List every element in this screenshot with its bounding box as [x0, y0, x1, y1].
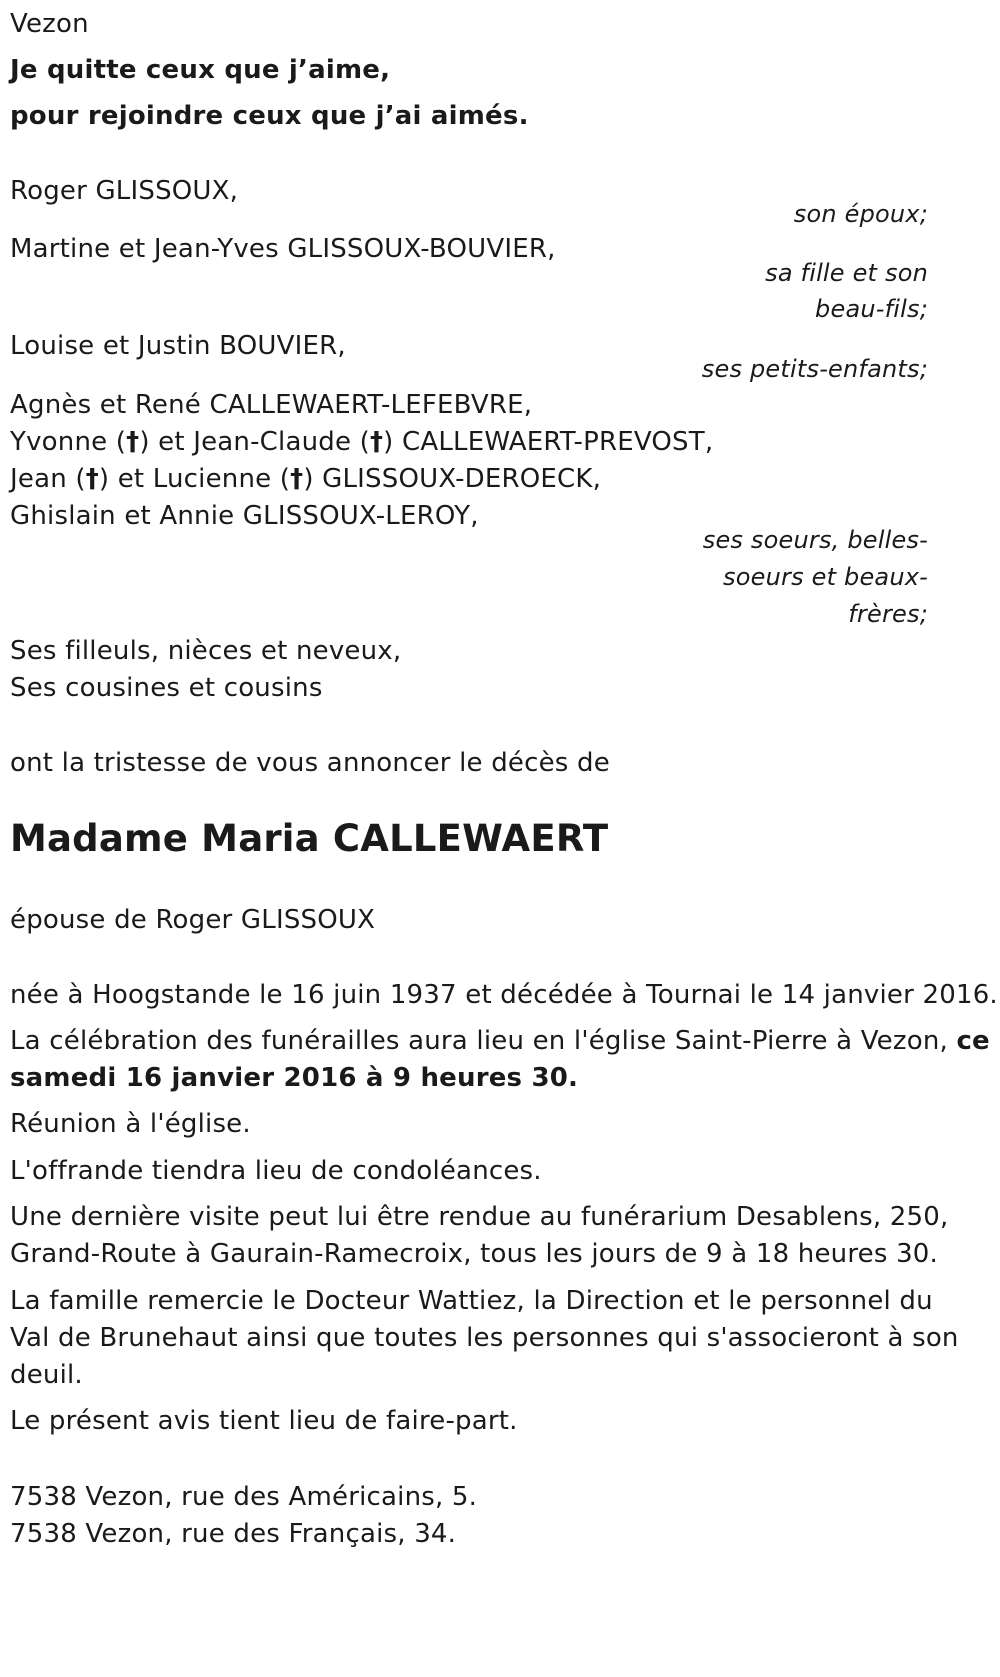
godchildren-line: Ses filleuls, nièces et neveux, — [10, 636, 402, 666]
daughter-relation-line-2: beau-fils; — [815, 295, 928, 323]
siblings-relation-line-2: soeurs et beaux- — [723, 563, 928, 591]
cross-symbol: † — [126, 427, 140, 457]
meeting-line: Réunion à l'église. — [10, 1109, 251, 1139]
sibling-line-2: Yvonne (†) et Jean-Claude (†) CALLEWAERT-PREVOST, — [10, 427, 714, 457]
funeral-line-2: samedi 16 janvier 2016 à 9 heures 30. — [10, 1063, 579, 1093]
thanks-line-3: deuil. — [10, 1360, 83, 1390]
daughter-relation-line-1: sa fille et son — [765, 259, 928, 287]
cross-symbol: † — [290, 464, 304, 494]
sibling-line-4: Ghislain et Annie GLISSOUX-LEROY, — [10, 501, 479, 531]
cross-symbol: † — [85, 464, 99, 494]
deceased-name: Madame Maria CALLEWAERT — [10, 817, 609, 860]
siblings-relation-line-1: ses soeurs, belles- — [702, 526, 928, 554]
spouse-relation: son époux; — [793, 200, 928, 228]
address-line-2: 7538 Vezon, rue des Français, 34. — [10, 1519, 457, 1549]
notice-line: Le présent avis tient lieu de faire-part. — [10, 1406, 518, 1436]
daughter-name: Martine et Jean-Yves GLISSOUX-BOUVIER, — [10, 234, 556, 264]
visit-line-2: Grand-Route à Gaurain-Ramecroix, tous les jours de 9 à 18 heures 30. — [10, 1239, 939, 1269]
thanks-line-2: Val de Brunehaut ainsi que toutes les personnes qui s'associeront à son — [10, 1323, 959, 1353]
cousins-line: Ses cousines et cousins — [10, 673, 323, 703]
spouse-of-line: épouse de Roger GLISSOUX — [10, 905, 376, 935]
cross-symbol: † — [369, 427, 384, 457]
quote-line-1: Je quitte ceux que j’aime, — [10, 55, 391, 85]
spouse-name: Roger GLISSOUX, — [10, 176, 239, 206]
quote-line-2: pour rejoindre ceux que j’ai aimés. — [10, 101, 529, 131]
place-name: Vezon — [10, 9, 89, 39]
visit-line-1: Une dernière visite peut lui être rendue au funérarium Desablens, 250, — [10, 1202, 949, 1232]
thanks-line-1: La famille remercie le Docteur Wattiez, la Direction et le personnel du — [10, 1286, 933, 1316]
sibling-line-3: Jean (†) et Lucienne (†) GLISSOUX-DEROECK, — [10, 464, 602, 494]
grandchildren-name: Louise et Justin BOUVIER, — [10, 331, 346, 361]
grandchildren-relation: ses petits-enfants; — [701, 355, 928, 383]
funeral-line-1: La célébration des funérailles aura lieu en l'église Saint-Pierre à Vezon, ce — [10, 1026, 990, 1056]
offering-line: L'offrande tiendra lieu de condoléances. — [10, 1156, 542, 1186]
address-line-1: 7538 Vezon, rue des Américains, 5. — [10, 1482, 478, 1512]
siblings-relation-line-3: frères; — [848, 600, 928, 628]
sibling-line-1: Agnès et René CALLEWAERT-LEFEBVRE, — [10, 390, 533, 420]
announcement-intro: ont la tristesse de vous annoncer le décès de — [10, 748, 610, 778]
birth-death-line: née à Hoogstande le 16 juin 1937 et décédée à Tournai le 14 janvier 2016. — [10, 980, 998, 1010]
